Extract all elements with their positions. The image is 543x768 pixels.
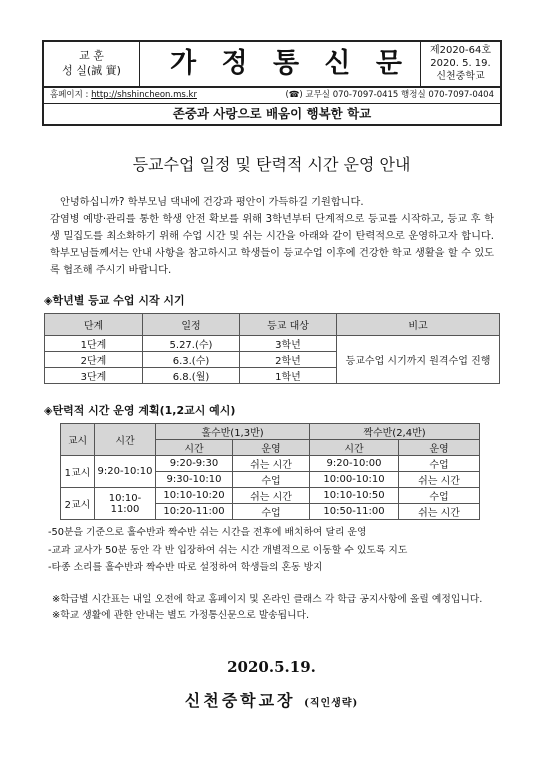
- intro-paragraph: [50, 194, 494, 279]
- list-item: -타종 소리를 홀수반과 짝수반 따로 설정하여 학생들의 혼동 방지: [48, 562, 323, 573]
- table-cell: 9:20-9:30: [156, 456, 233, 472]
- table-cell: 9:30-10:10: [156, 472, 233, 488]
- col-header: 교시: [61, 424, 95, 456]
- table-cell: 쉬는 시간: [399, 472, 480, 488]
- issue-date: 2020.5.19.: [227, 658, 316, 676]
- col-header: 비고: [337, 314, 500, 336]
- contact-bar: [42, 88, 502, 104]
- motto-label: 교 훈: [79, 49, 104, 62]
- school-slogan: 존중과 사랑으로 배움이 행복한 학교: [42, 104, 502, 126]
- doc-number: 제2020-64호: [429, 45, 492, 56]
- col-header: 시간: [310, 440, 399, 456]
- flex-heading: ◈탄력적 시간 운영 계획(1,2교시 예시): [44, 404, 236, 417]
- table-cell: 3단계: [45, 368, 143, 384]
- motto-text: 성 실(誠 實): [62, 64, 121, 77]
- document-title: 등교수업 일정 및 탄력적 시간 운영 안내: [132, 155, 411, 174]
- col-header: 시간: [156, 440, 233, 456]
- homepage-link[interactable]: http://shshincheon.ms.kr: [91, 90, 197, 100]
- table-cell: 9:20-10:00: [310, 456, 399, 472]
- flex-time-table: [60, 423, 480, 520]
- col-header: 홀수반(1,3반): [156, 424, 310, 440]
- table-cell: 10:20-11:00: [156, 504, 233, 520]
- doc-date: 2020. 5. 19.: [430, 58, 491, 69]
- schedule-note: 등교수업 시기까지 원격수업 진행: [337, 336, 500, 384]
- schedule-heading: ◈학년별 등교 수업 시작 시기: [44, 294, 185, 307]
- table-cell: 수업: [399, 456, 480, 472]
- table-cell: 2교시: [61, 488, 95, 520]
- phone-numbers: (☎) 교무실 070-7097-0415 행정실 070-7097-0404: [285, 90, 494, 100]
- list-item: -교과 교사가 50분 동안 각 반 입장하여 쉬는 시간 개별적으로 이동할 수 있도록 지도: [48, 544, 408, 556]
- table-cell: 쉬는 시간: [233, 456, 310, 472]
- table-row: [45, 336, 500, 352]
- table-cell: 2학년: [240, 352, 337, 368]
- table-cell: 9:20-10:10: [95, 456, 156, 488]
- table-cell: 10:50-11:00: [310, 504, 399, 520]
- table-cell: 6.3.(수): [143, 352, 240, 368]
- table-cell: 10:00-10:10: [310, 472, 399, 488]
- principal-title: 신천중학교장: [184, 691, 296, 710]
- table-cell: 6.8.(월): [143, 368, 240, 384]
- table-cell: 3학년: [240, 336, 337, 352]
- col-header: 일정: [143, 314, 240, 336]
- table-row: [61, 456, 480, 472]
- signature: [0, 688, 543, 711]
- newsletter-header: [42, 40, 502, 88]
- list-item: -50분을 기준으로 홀수반과 짝수반 쉬는 시간을 전후에 배치하여 달리 운영: [48, 527, 367, 538]
- table-cell: 5.27.(수): [143, 336, 240, 352]
- col-header: 운영: [233, 440, 310, 456]
- intro-body: 감염병 예방·관리를 통한 학생 안전 확보를 위해 3학년부터 단계적으로 등교를 시작하고, 등교 후 학생 밀집도를 최소화하기 위해 수업 시간 및 쉬는 시간을 아래와 같이 탄력적으로 운영하고자 합니다. 학부모님들께서는 안내 사항을 참고하시고 학생들이 등교수업 이후에 건강한 학교 생활을 할 수 있도록 협조해 주시기 바랍니다.: [50, 214, 494, 276]
- doc-meta: [420, 42, 500, 86]
- homepage-label: 홈페이지 :: [50, 90, 92, 100]
- table-cell: 쉬는 시간: [233, 488, 310, 504]
- table-cell: 수업: [399, 488, 480, 504]
- table-cell: 1학년: [240, 368, 337, 384]
- col-header: 단계: [45, 314, 143, 336]
- greeting: 안녕하십니까? 학부모님 댁내에 건강과 평안이 가득하길 기원합니다.: [60, 197, 364, 208]
- table-cell: 1교시: [61, 456, 95, 488]
- school-motto: [44, 42, 140, 86]
- table-cell: 수업: [233, 472, 310, 488]
- table-cell: 10:10-10:20: [156, 488, 233, 504]
- homepage: [50, 88, 197, 103]
- table-cell: 10:10-11:00: [95, 488, 156, 520]
- table-row: [61, 488, 480, 504]
- col-header: 등교 대상: [240, 314, 337, 336]
- col-header: 짝수반(2,4반): [310, 424, 480, 440]
- table-cell: 10:10-10:50: [310, 488, 399, 504]
- note-item: ※학급별 시간표는 내일 오전에 학교 홈페이지 및 온라인 클래스 각 학급 공지사항에 올릴 예정입니다.: [52, 594, 483, 605]
- col-header: 시간: [95, 424, 156, 456]
- table-cell: 쉬는 시간: [399, 504, 480, 520]
- newsletter-title: 가 정 통 신 문: [169, 48, 410, 79]
- note-item: ※학교 생활에 관한 안내는 별도 가정통신문으로 발송됩니다.: [52, 610, 310, 621]
- schedule-table: [44, 313, 500, 384]
- bullet-list: [48, 524, 407, 577]
- table-cell: 1단계: [45, 336, 143, 352]
- col-header: 운영: [399, 440, 480, 456]
- seal-note: (직인생략): [304, 698, 359, 709]
- notes: [52, 592, 502, 624]
- table-cell: 2단계: [45, 352, 143, 368]
- school-name: 신천중학교: [436, 71, 485, 82]
- table-cell: 수업: [233, 504, 310, 520]
